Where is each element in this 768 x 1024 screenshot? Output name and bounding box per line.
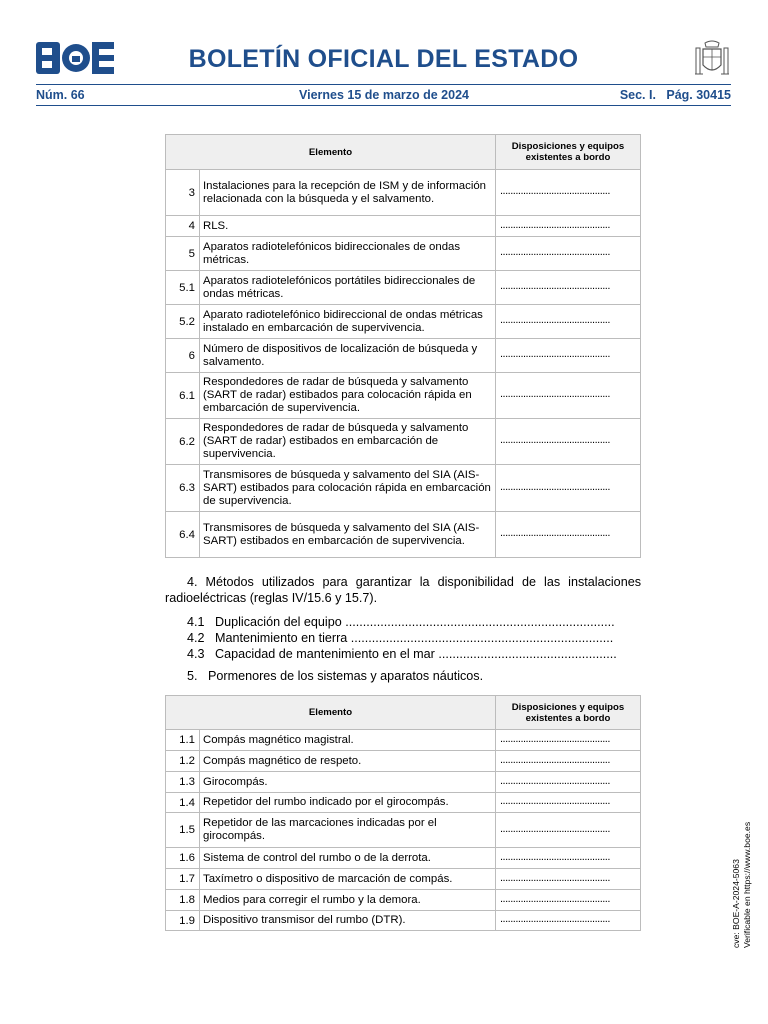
row-description: Repetidor de las marcaciones indicadas por el girocompás. <box>200 813 496 848</box>
row-value-field: ........................................... <box>496 751 641 772</box>
header-rule <box>36 84 731 85</box>
row-description: Girocompás. <box>200 772 496 793</box>
row-description: RLS. <box>200 216 496 237</box>
table-row <box>166 339 641 373</box>
row-number: 3 <box>166 170 200 216</box>
page-title: BOLETÍN OFICIAL DEL ESTADO <box>188 45 579 73</box>
row-description: Respondedores de radar de búsqueda y salvamento (SART de radar) estibados en embarcación de supervivencia. <box>200 419 496 465</box>
row-description: Sistema de control del rumbo o de la derrota. <box>200 848 496 869</box>
row-value-field: ........................................... <box>496 237 641 271</box>
table-row <box>166 813 641 848</box>
row-value-field: ........................................... <box>496 813 641 848</box>
column-header-provisions: Disposiciones y equipos existentes a bordo <box>496 696 641 730</box>
row-description: Respondedores de radar de búsqueda y salvamento (SART de radar) estibados para colocación rápida en embarcación de supervivencia. <box>200 373 496 419</box>
row-description: Transmisores de búsqueda y salvamento del SIA (AIS-SART) estibados para colocación rápida en embarcación de supervivencia. <box>200 465 496 512</box>
table-row <box>166 216 641 237</box>
list-item: 4.1 Duplicación del equipo ............................................................................. <box>187 615 615 629</box>
row-number: 1.2 <box>166 751 200 772</box>
row-value-field: ........................................... <box>496 465 641 512</box>
table-row <box>166 305 641 339</box>
issue-number: Núm. 66 <box>36 88 85 102</box>
row-number: 1.1 <box>166 730 200 751</box>
column-header-provisions: Disposiciones y equipos existentes a bordo <box>496 135 641 170</box>
row-number: 1.6 <box>166 848 200 869</box>
section-5-text: 5. Pormenores de los sistemas y aparatos náuticos. <box>187 669 484 683</box>
table-row <box>166 911 641 931</box>
table-row <box>166 848 641 869</box>
row-description: Compás magnético de respeto. <box>200 751 496 772</box>
table-row <box>166 419 641 465</box>
equipment-table-radio <box>165 134 641 558</box>
row-number: 1.8 <box>166 890 200 911</box>
row-value-field: ........................................... <box>496 890 641 911</box>
table-row <box>166 869 641 890</box>
equipment-table-nautical <box>165 695 641 931</box>
issue-date: Viernes 15 de marzo de 2024 <box>298 88 469 102</box>
verify-url: Verificable en https://www.boe.es <box>742 821 752 948</box>
row-value-field: ........................................... <box>496 339 641 373</box>
row-value-field: ........................................... <box>496 512 641 558</box>
section-page: Sec. I. Pág. 30415 <box>619 88 731 102</box>
table-row <box>166 373 641 419</box>
row-description: Taxímetro o dispositivo de marcación de compás. <box>200 869 496 890</box>
row-number: 6 <box>166 339 200 373</box>
table-row <box>166 772 641 793</box>
row-number: 1.5 <box>166 813 200 848</box>
table-row <box>166 793 641 813</box>
table-row <box>166 170 641 216</box>
coat-of-arms-icon <box>693 40 731 80</box>
column-header-element: Elemento <box>166 696 496 730</box>
row-description: Compás magnético magistral. <box>200 730 496 751</box>
table-row <box>166 730 641 751</box>
list-item: 4.3 Capacidad de mantenimiento en el mar ................................................... <box>187 647 617 661</box>
row-value-field: ........................................... <box>496 772 641 793</box>
table-row <box>166 890 641 911</box>
table-row <box>166 271 641 305</box>
row-description: Aparatos radiotelefónicos bidireccionales de ondas métricas. <box>200 237 496 271</box>
row-description: Transmisores de búsqueda y salvamento del SIA (AIS-SART) estibados en embarcación de supervivencia. <box>200 512 496 558</box>
row-value-field: ........................................... <box>496 869 641 890</box>
row-value-field: ........................................... <box>496 730 641 751</box>
row-value-field: ........................................... <box>496 793 641 813</box>
row-number: 5.1 <box>166 271 200 305</box>
section-4-paragraph <box>165 574 641 606</box>
table-row <box>166 512 641 558</box>
row-value-field: ........................................... <box>496 419 641 465</box>
row-number: 1.9 <box>166 911 200 931</box>
row-number: 6.3 <box>166 465 200 512</box>
row-value-field: ........................................... <box>496 305 641 339</box>
row-description: Repetidor del rumbo indicado por el girocompás. <box>200 793 496 813</box>
row-number: 6.2 <box>166 419 200 465</box>
row-description: Dispositivo transmisor del rumbo (DTR). <box>200 911 496 931</box>
row-description: Número de dispositivos de localización de búsqueda y salvamento. <box>200 339 496 373</box>
row-description: Aparatos radiotelefónicos portátiles bidireccionales de ondas métricas. <box>200 271 496 305</box>
table-row <box>166 237 641 271</box>
row-value-field: ........................................... <box>496 911 641 931</box>
row-value-field: ........................................... <box>496 216 641 237</box>
row-value-field: ........................................... <box>496 848 641 869</box>
table-row <box>166 751 641 772</box>
section-4-list <box>187 614 647 662</box>
section-4-text: 4. Métodos utilizados para garantizar la disponibilidad de las instalaciones radioeléctricas (reglas IV/15.6 y 15.7). <box>165 575 641 605</box>
row-number: 6.4 <box>166 512 200 558</box>
page-header <box>36 40 731 80</box>
subheader-rule <box>36 105 731 106</box>
row-description: Medios para corregir el rumbo y la demora. <box>200 890 496 911</box>
row-value-field: ........................................... <box>496 373 641 419</box>
row-number: 6.1 <box>166 373 200 419</box>
row-number: 4 <box>166 216 200 237</box>
list-item: 4.2 Mantenimiento en tierra ........................................................................... <box>187 631 614 645</box>
table-row <box>166 465 641 512</box>
row-value-field: ........................................... <box>496 271 641 305</box>
row-description: Instalaciones para la recepción de ISM y de información relacionada con la búsqueda y el salvamento. <box>200 170 496 216</box>
row-number: 5 <box>166 237 200 271</box>
verification-note <box>731 822 753 948</box>
row-value-field: ........................................... <box>496 170 641 216</box>
row-number: 1.4 <box>166 793 200 813</box>
column-header-element: Elemento <box>166 135 496 170</box>
row-number: 5.2 <box>166 305 200 339</box>
row-number: 1.3 <box>166 772 200 793</box>
row-description: Aparato radiotelefónico bidireccional de ondas métricas instalado en embarcación de supervivencia. <box>200 305 496 339</box>
row-number: 1.7 <box>166 869 200 890</box>
cve-code: cve: BOE-A-2024-5063 <box>731 859 741 948</box>
